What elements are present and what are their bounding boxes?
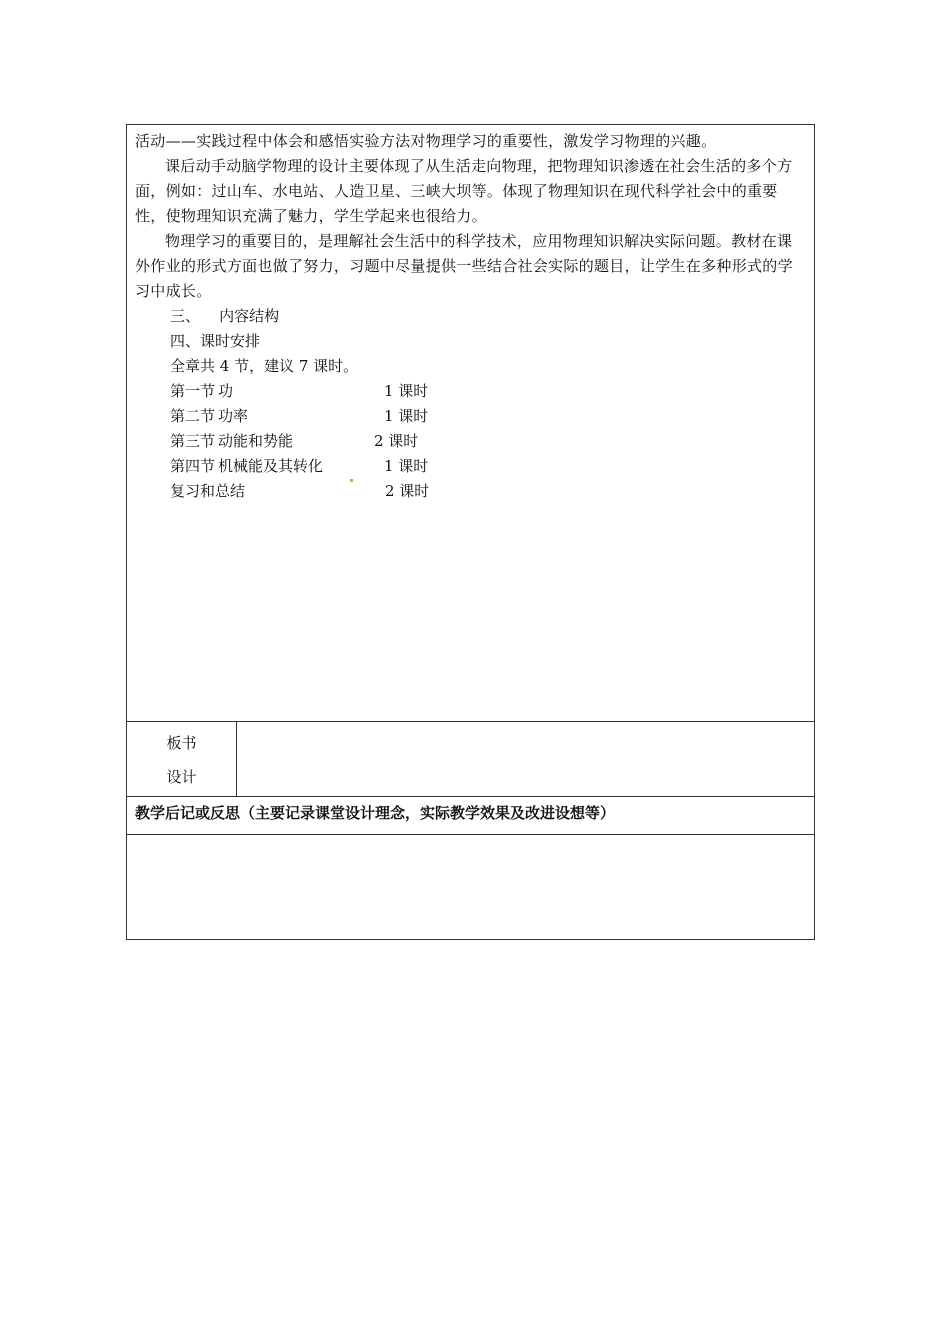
schedule-hours: 2 课时 xyxy=(374,432,419,450)
board-design-label xyxy=(127,722,237,796)
board-design-row xyxy=(127,722,814,797)
section-3-heading: 三、 内容结构 xyxy=(170,307,280,325)
section-4-heading: 四、课时安排 xyxy=(170,332,261,350)
schedule-hours: 1 课时 xyxy=(384,382,429,400)
board-label-line-1: 板书 xyxy=(166,734,197,752)
intro-paragraph-2: 课后动手动脑学物理的设计主要体现了从生活走向物理，把物理知识渗透在社会生活的多个方面，例如：过山车、水电站、人造卫星、三峡大坝等。体现了物理知识在现代科学社会中的重要性，使物理知识充满了魅力，学生学起来也很给力。 xyxy=(135,157,793,225)
marker-dot-icon xyxy=(350,479,353,482)
schedule-topic: 动能和势能 xyxy=(218,432,294,450)
reflection-header: 教学后记或反思（主要记录课堂设计理念，实际教学效果及改进设想等） xyxy=(127,797,814,835)
schedule-summary: 全章共 4 节，建议 7 课时。 xyxy=(170,357,359,375)
reflection-body xyxy=(127,835,814,939)
schedule-row xyxy=(135,429,806,454)
intro-paragraph-3: 物理学习的重要目的，是理解社会生活中的科学技术，应用物理知识解决实际问题。教材在课外作业的形式方面也做了努力，习题中尽量提供一些结合社会实际的题目，让学生在多种形式的学习中成长。 xyxy=(135,232,793,300)
schedule-row xyxy=(135,379,806,404)
schedule-section: 第三节 xyxy=(170,432,216,450)
schedule-section: 第二节 xyxy=(170,407,216,425)
schedule-topic: 复习和总结 xyxy=(170,482,246,500)
board-design-content xyxy=(237,722,814,796)
schedule-hours: 1 课时 xyxy=(384,457,429,475)
schedule-section: 第一节 xyxy=(170,382,216,400)
schedule-hours: 1 课时 xyxy=(384,407,429,425)
content-cell xyxy=(127,125,814,722)
intro-line: 活动——实践过程中体会和感悟实验方法对物理学习的重要性，激发学习物理的兴趣。 xyxy=(135,132,717,150)
board-label-line-2: 设计 xyxy=(166,768,197,786)
schedule-row xyxy=(135,404,806,429)
schedule-topic: 机械能及其转化 xyxy=(218,457,324,475)
schedule-row xyxy=(135,454,806,479)
schedule-row xyxy=(135,479,806,504)
schedule-topic: 功率 xyxy=(218,407,249,425)
schedule-topic: 功 xyxy=(218,382,234,400)
schedule-hours: 2 课时 xyxy=(385,482,430,500)
lesson-plan-table xyxy=(126,124,815,940)
schedule-section: 第四节 xyxy=(170,457,216,475)
